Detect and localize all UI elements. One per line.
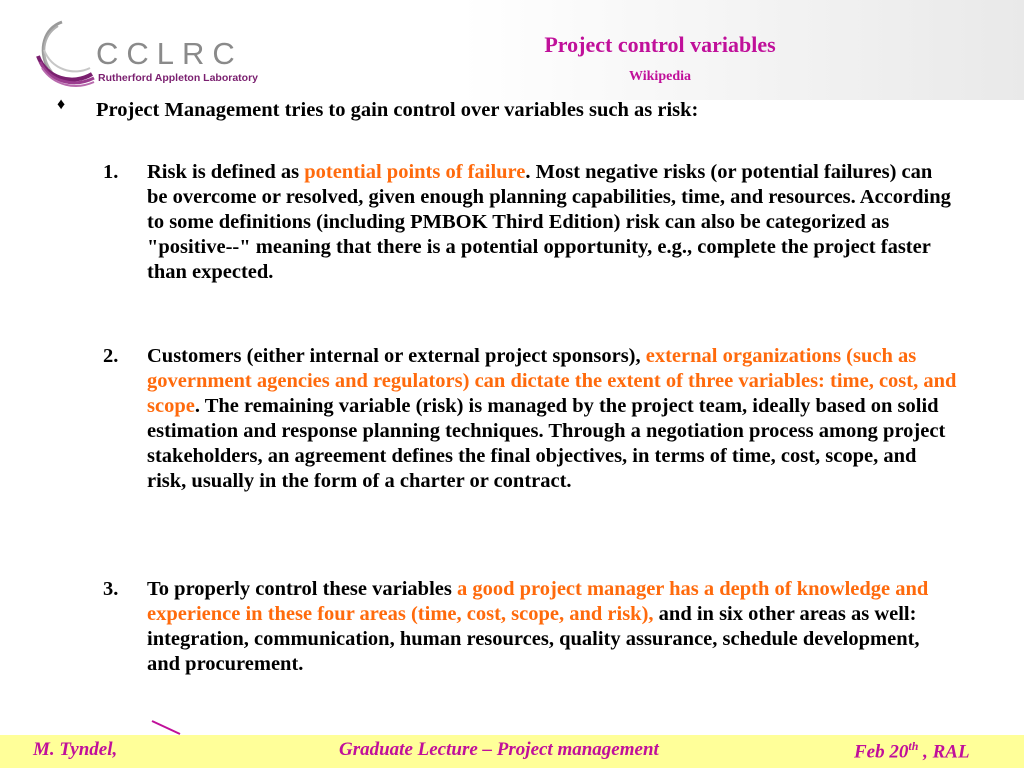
item-text-before: Customers (either internal or external project sponsors), <box>147 345 646 367</box>
item-number: 1. <box>103 161 119 183</box>
item-number: 2. <box>103 345 119 367</box>
item-text-before: To properly control these variables <box>147 578 457 600</box>
footer-date-sup: th <box>908 739 919 753</box>
footer-lecture: Graduate Lecture – Project management <box>339 739 659 760</box>
logo-subtitle: Rutherford Appleton Laboratory <box>98 72 259 84</box>
slide-source: Wikipedia <box>629 69 691 84</box>
item-text-after: . Most negative risks (or potential failures) can be overcome or resolved, given enough planning capabilities, time, and resources. According to some definitions (including PMBOK Third Edition) risk can also be categorized as "positive--" meaning that there is a potential opportunity, e.g., complete the project faster than expected. <box>147 161 951 283</box>
decorative-line <box>150 718 190 736</box>
slide-footer <box>0 735 1024 768</box>
slide-header <box>0 0 1024 100</box>
intro-text: Project Management tries to gain control over variables such as risk: <box>96 99 699 121</box>
item-text-before: Risk is defined as <box>147 161 305 183</box>
item-highlight: a good project manager has a depth of knowledge and experience in these four areas (time, cost, scope, and risk), <box>147 578 929 625</box>
cclrc-logo <box>34 16 294 92</box>
cclrc-swirl-logo-icon <box>34 16 96 92</box>
item-number: 3. <box>103 578 119 600</box>
footer-date-prefix: Feb 20 <box>854 741 909 763</box>
footer-author: M. Tyndel, <box>33 739 118 760</box>
item-text-after: . The remaining variable (risk) is managed by the project team, ideally based on solid estimation and response planning techniques. Through a negotiation process among project stakeholders, an agreement defines the final objectives, in terms of time, cost, scope, and risk, usually in the form of a charter or contract. <box>147 395 946 492</box>
logo-name: CCLRC <box>96 36 243 71</box>
diamond-bullet-icon: ♦ <box>57 96 66 113</box>
slide-title: Project control variables <box>544 32 776 57</box>
item-text-after: and in six other areas as well: integration, communication, human resources, quality assurance, schedule development, and procurement. <box>147 603 920 675</box>
footer-date <box>854 739 970 763</box>
footer-date-suffix: , RAL <box>918 741 970 763</box>
item-text <box>147 344 957 494</box>
item-highlight: potential points of failure <box>304 161 526 183</box>
item-text <box>147 160 957 285</box>
item-text <box>147 577 957 677</box>
item-highlight: external organizations (such as government agencies and regulators) can dictate the extent of three variables: time, cost, and scope <box>147 345 957 417</box>
